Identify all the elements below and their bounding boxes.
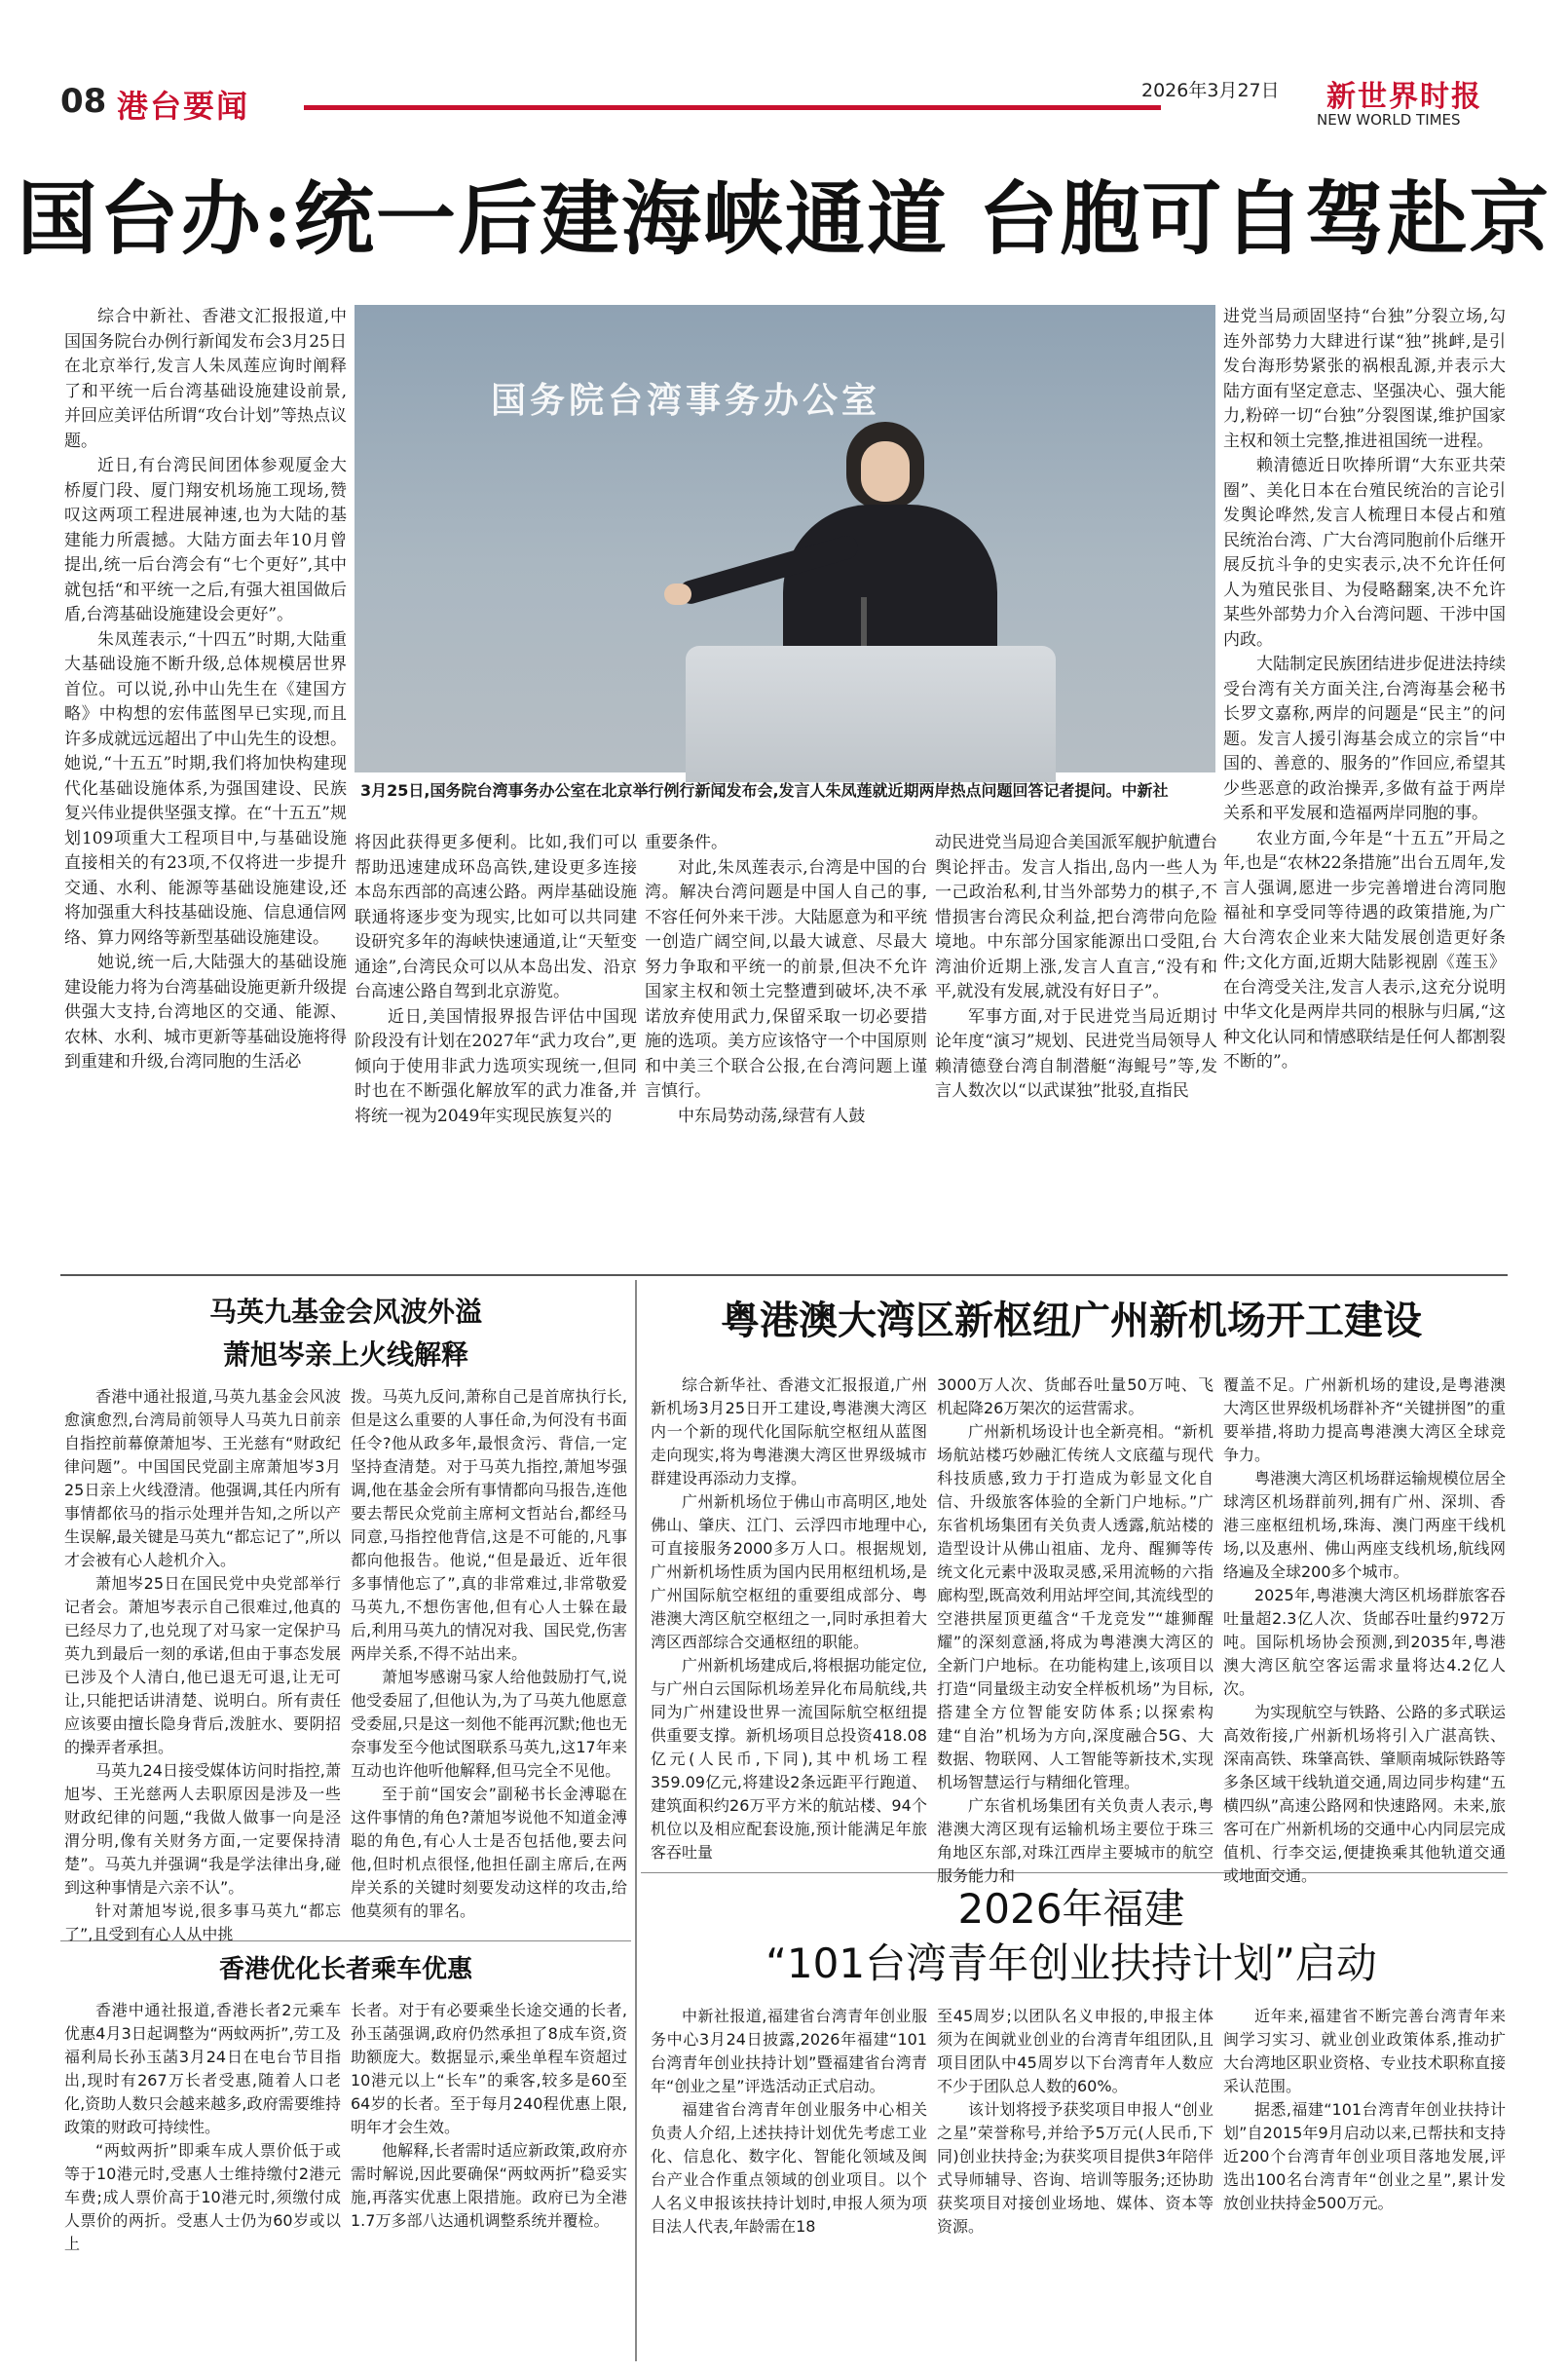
lead-column-1 — [64, 305, 347, 1072]
fujian-story-title — [643, 1882, 1500, 1991]
page-number: 08 — [60, 82, 107, 121]
paragraph: 香港中通社报道,马英九基金会风波愈演愈烈,台湾局前领导人马英九日前亲自指控前幕僚萧旭岑、王光慈有“财政纪律问题”。中国国民党副主席萧旭岑3月25日亲上火线澄清。他强调,其任内所有事情都依马的指示处理并告知,之所以产生误解,最关键是马英九“都忘记了”,所以才会被有心人趁机介入。 — [64, 1387, 341, 1569]
ma-column-2 — [351, 1385, 627, 1936]
elder-story-title: 香港优化长者乘车优惠 — [218, 1955, 472, 1984]
paragraph: “两蚊两折”即乘车成人票价低于或等于10港元时,受惠人士维持缴付2港元车费;成人票价高于10港元时,须缴付成人票价的两折。受惠人士仍为60岁或以上 — [64, 2141, 341, 2253]
paragraph: 拨。马英九反问,萧称自己是首席执行长,但是这么重要的人事任命,为何没有书面任令?他从政多年,最恨贪污、背信,一定坚持查清楚。对于马英九指控,萧旭岑强调,他在基金会所有事情都向马报告,连他要去帮民众党前主席柯文哲站台,都经马同意,马指控他背信,这是不可能的,凡事都向他报告。他说,“但是最近、近年很多事情他忘了”,真的非常难过,非常敬爱马英九,不想伤害他,但有心人士躲在最后,利用马英九的情况对我、国民党,伤害两岸关系,不得不站出来。 — [351, 1387, 627, 1663]
lead-column-2 — [355, 831, 637, 1143]
ma-column-1 — [64, 1385, 341, 1943]
gba-story-title: 粤港澳大湾区新枢纽广州新机场开工建设 — [721, 1299, 1422, 1343]
paragraph: 为实现航空与铁路、公路的多式联运高效衔接,广州新机场将引入广湛高铁、深南高铁、珠肇高铁、肇顺南城际铁路等多条区域干线轨道交通,周边同步构建“五横四纵”高速公路网和快速路网。未来,旅客可在广州新机场的交通中心内同层完成值机、行李交运,便捷换乘其他轨道交通或地面交通。 — [1223, 1703, 1506, 1885]
elder-column-2 — [351, 1999, 627, 2359]
paragraph: 香港中通社报道,香港长者2元乘车优惠4月3日起调整为“两蚊两折”,劳工及福利局长孙玉菡3月24日在电台节目指出,现时有267万长者受惠,随着人口老化,资助人数只会越来越多,政府需要维持政策的财政可持续性。 — [64, 2001, 341, 2136]
paragraph: 重要条件。 — [645, 833, 728, 852]
paragraph: 大陆制定民族团结进步促进法持续受台湾有关方面关注,台湾海基会秘书长罗文嘉称,两岸的问题是“民主”的问题。发言人援引海基会成立的宗旨“中国的、善意的、服务的”作回应,希望其少些恶意的政治操弄,多做有益于两岸关系和平发展和造福两岸同胞的事。 — [1223, 655, 1506, 823]
spokesperson-hand — [664, 584, 691, 605]
paragraph: 至于前“国安会”副秘书长金溥聪在这件事情的角色?萧旭岑说他不知道金溥聪的角色,有心人士是否包括他,要去问他,但时机点很怪,他担任副主席后,在两岸关系的关键时刻要发动这样的攻击,给他莫须有的罪名。 — [351, 1785, 627, 1920]
paragraph: 马英九24日接受媒体访问时指控,萧旭岑、王光慈两人去职原因是涉及一些财政纪律的问题,“我做人做事一向是泾渭分明,像有关财务方面,一定要保持清楚”。马英九并强调“我是学法律出身,碰到这种事情是六亲不认”。 — [64, 1761, 341, 1897]
paragraph: 该计划将授予获奖项目申报人“创业之星”荣誉称号,并给予5万元(人民币,下同)创业扶持金;为获奖项目提供3年陪伴式导师辅导、咨询、培训等服务;还协助获奖项目对接创业场地、媒体、资本等资源。 — [937, 2100, 1213, 2236]
issue-date: 2026年3月27日 — [1141, 80, 1280, 101]
paragraph: 长者。对于有必要乘坐长途交通的长者,孙玉菡强调,政府仍然承担了8成车资,资助额庞大。数据显示,乘坐单程车资超过10港元以上“长车”的乘客,较多是60至64岁的长者。至于每月240程优惠上限,明年才会生效。 — [351, 2001, 627, 2136]
fujian-story-title-line2: “101台湾青年创业扶持计划”启动 — [765, 1939, 1377, 1987]
paper-logo: 新世界时报 — [1326, 80, 1482, 114]
paragraph: 2025年,粤港澳大湾区机场群旅客吞吐量超2.3亿人次、货邮吞吐量约972万吨。国际机场协会预测,到2035年,粤港澳大湾区航空客运需求量将达4.2亿人次。 — [1223, 1586, 1506, 1698]
gba-column-3 — [1223, 1374, 1506, 1885]
paragraph: 军事方面,对于民进党当局近期讨论年度“演习”规划、民进党当局领导人赖清德登台湾自制潜艇“海鲲号”等,发言人数次以“以武谋独”批驳,直指民 — [935, 1006, 1217, 1101]
paragraph: 她说,统一后,大陆强大的基础设施建设能力将为台湾基础设施更新升级提供强大支持,台湾地区的交通、能源、农林、水利、城市更新等基础设施将得到重建和升级,台湾同胞的生活必 — [64, 953, 347, 1072]
column-divider — [635, 1280, 637, 2361]
paragraph: 针对萧旭岑说,很多事马英九“都忘了”,且受到有心人从中挑 — [64, 1901, 341, 1943]
paragraph: 萧旭岑25日在国民党中央党部举行记者会。萧旭岑表示自己很难过,他真的已经尽力了,也兑现了对马家一定保护马英九到最后一刻的承诺,但由于事态发展已涉及个人清白,他已退无可退,让无可让,只能把话讲清楚、说明白。所有责任应该要由擅长隐身背后,泼脏水、要阴招的操弄者承担。 — [64, 1574, 341, 1756]
paragraph: 萧旭岑感谢马家人给他鼓励打气,说他受委屈了,但他认为,为了马英九他愿意受委屈,只是这一刻他不能再沉默;他也无奈事发至今他试图联系马英九,这17年来互动也许他听他解释,但马完全不见他。 — [351, 1668, 627, 1780]
paragraph: 动民进党当局迎合美国派军舰护航遭台舆论抨击。发言人指出,岛内一些人为一己政治私利,甘当外部势力的棋子,不惜损害台湾民众利益,把台湾带向危险境地。中东部分国家能源出口受阻,台湾油价近期上涨,发言人直言,“没有和平,就没有发展,就没有好日子”。 — [935, 833, 1217, 1001]
paragraph: 赖清德近日吹捧所谓“大东亚共荣圈”、美化日本在台殖民统治的言论引发舆论哗然,发言人梳理日本侵占和殖民统治台湾、广大台湾同胞前仆后继开展反抗斗争的史实表示,决不允许任何人为殖民张目、为侵略翻案,决不允许某些外部势力介入台湾问题、干涉中国内政。 — [1223, 456, 1506, 650]
section-divider — [60, 1274, 1508, 1276]
lead-column-4 — [935, 831, 1217, 1143]
lead-column-5 — [1223, 305, 1506, 1143]
fujian-story-title-line1: 2026年福建 — [957, 1885, 1185, 1933]
podium — [686, 646, 1056, 782]
paragraph: 至45周岁;以团队名义申报的,申报主体须为在闽就业创业的台湾青年组团队,且项目团队中45周岁以下台湾青年人数应不少于团队总人数的60%。 — [937, 2007, 1213, 2095]
photo-caption: 3月25日,国务院台湾事务办公室在北京举行例行新闻发布会,发言人朱凤莲就近期两岸热点问题回答记者提问。中新社 — [360, 781, 1169, 800]
fujian-column-3 — [1223, 2005, 1506, 2360]
paragraph: 粤港澳大湾区机场群运输规模位居全球湾区机场群前列,拥有广州、深圳、香港三座枢纽机场,珠海、澳门两座干线机场,以及惠州、佛山两座支线机场,航线网络遍及全球200多个城市。 — [1223, 1469, 1506, 1581]
ma-story-title-line2: 萧旭岑亲上火线解释 — [222, 1338, 468, 1371]
paragraph: 近日,美国情报界报告评估中国现阶段没有计划在2027年“武力攻台”,更倾向于使用非武力选项实现统一,但同时也在不断强化解放军的武力准备,并将统一视为2049年实现民族复兴的 — [355, 1006, 637, 1126]
fujian-column-2 — [937, 2005, 1213, 2360]
paragraph: 对此,朱凤莲表示,台湾是中国的台湾。解决台湾问题是中国人自己的事,不容任何外来干涉。大陆愿意为和平统一创造广阔空间,以最大诚意、尽最大努力争取和平统一的前景,但决不允许国家主权和领土完整遭到破坏,决不承诺放弃使用武力,保留采取一切必要措施的选项。美方应该恪守一个中国原则和中美三个联合公报,在台湾问题上谨言慎行。 — [645, 857, 927, 1101]
paragraph: 福建省台湾青年创业服务中心相关负责人介绍,上述扶持计划优先考虑工业化、信息化、数字化、智能化领域及闽台产业合作重点领域的创业项目。以个人名义申报该扶持计划时,申报人须为项目法人代表,年龄需在18 — [651, 2100, 927, 2236]
paragraph: 综合中新社、香港文汇报报道,中国国务院台办例行新闻发布会3月25日在北京举行,发言人朱凤莲应询时阐释了和平统一后台湾基础设施建设前景,并回应美评估所谓“攻台计划”等热点议题。 — [64, 307, 347, 451]
ma-story-title-line1: 马英九基金会风波外溢 — [208, 1296, 482, 1328]
photo-banner-text: 国务院台湾事务办公室 — [491, 381, 881, 421]
paragraph: 朱凤莲表示,“十四五”时期,大陆重大基础设施不断升级,总体规模居世界首位。可以说,孙中山先生在《建国方略》中构想的宏伟蓝图早已实现,而且许多成就远远超出了中山先生的设想。她说,“十五五”时期,我们将加快构建现代化基础设施体系,为强国建设、民族复兴伟业提供坚强支撑。在“十五五”规划109项重大工程项目中,与基础设施直接相关的有23项,不仅将进一步提升交通、水利、能源等基础设施建设,还将加强重大科技基础设施、信息通信网络、算力网络等新型基础设施建设。 — [64, 629, 347, 948]
section-name: 港台要闻 — [117, 88, 250, 125]
paragraph: 他解释,长者需时适应新政策,政府亦需时解说,因此要确保“两蚊两折”稳妥实施,再落实优惠上限措施。政府已为全港1.7万多部八达通机调整系统并覆检。 — [351, 2141, 627, 2230]
header-rule — [304, 105, 1161, 110]
press-conference-photo — [355, 305, 1215, 772]
paragraph: 将因此获得更多便利。比如,我们可以帮助迅速建成环岛高铁,建设更多连接本岛东西部的高速公路。两岸基础设施联通将逐步变为现实,比如可以共同建设研究多年的海峡快速通道,让“天堑变通途”,台湾民众可以从本岛出发、沿京台高速公路自驾到北京游览。 — [355, 833, 637, 1001]
paragraph: 广州新机场建成后,将根据功能定位,与广州白云国际机场差异化布局航线,共同为广州建设世界一流国际航空枢纽提供重要支撑。新机场项目总投资418.08亿元(人民币,下同),其中机场工程359.09亿元,将建设2条远距平行跑道、建筑面积约26万平方米的航站楼、94个机位以及相应配套设施,预计能满足年旅客吞吐量 — [651, 1656, 927, 1862]
paragraph: 广州新机场设计也全新亮相。“新机场航站楼巧妙融汇传统人文底蕴与现代科技质感,致力于打造成为彰显文化自信、升级旅客体验的全新门户地标。”广东省机场集团有关负责人透露,航站楼的造型设计从佛山祖庙、龙舟、醒狮等传统文化元素中汲取灵感,采用流畅的六指廊构型,既高效利用站坪空间,其流线型的空港拱屋顶更蕴含“千龙竞发”“雄狮醒耀”的深刻意涵,将成为粤港澳大湾区的全新门户地标。在功能构建上,该项目以打造“同量级主动安全样板机场”为目标,搭建全方位智能安防体系;以探索构建“自治”机场为方向,深度融合5G、大数据、物联网、人工智能等新技术,实现机场智慧运行与精细化管理。 — [937, 1422, 1213, 1791]
lead-column-3 — [645, 831, 927, 1143]
masthead — [60, 72, 1492, 134]
gba-column-2 — [937, 1374, 1213, 1885]
paragraph: 近年来,福建省不断完善台湾青年来闽学习实习、就业创业政策体系,推动扩大台湾地区职业资格、专业技术职称直接采认范围。 — [1223, 2007, 1506, 2095]
paragraph: 覆盖不足。广州新机场的建设,是粤港澳大湾区世界级机场群补齐“关键拼图”的重要举措,将助力提高粤港澳大湾区全球竞争力。 — [1223, 1375, 1506, 1464]
lead-headline: 国台办:统一后建海峡通道 台胞可自驾赴京 — [17, 172, 1551, 266]
paragraph: 中东局势动荡,绿营有人鼓 — [678, 1106, 866, 1126]
paragraph: 中新社报道,福建省台湾青年创业服务中心3月24日披露,2026年福建“101台湾青年创业扶持计划”暨福建省台湾青年“创业之星”评选活动正式启动。 — [651, 2007, 927, 2095]
paragraph: 近日,有台湾民间团体参观厦金大桥厦门段、厦门翔安机场施工现场,赞叹这两项工程进展神速,也为大陆的基建能力所震撼。大陆方面去年10月曾提出,统一后台湾会有“七个更好”,其中就包括“和平统一之后,有强大祖国做后盾,台湾基础设施建设会更好”。 — [64, 456, 347, 624]
paper-logo-en: NEW WORLD TIMES — [1317, 111, 1461, 129]
gba-column-1 — [651, 1374, 927, 1865]
paragraph: 农业方面,今年是“十五五”开局之年,也是“农林22条措施”出台五周年,发言人强调,愿进一步完善增进台湾同胞福祉和享受同等待遇的政策措施,为广大台湾农企业来大陆发展创造更好条件;文化方面,近期大陆影视剧《莲玉》在台湾受关注,发言人表示,这充分说明中华文化是两岸共同的根脉与归属,“这种文化认同和情感联结是任何人都割裂不断的”。 — [1223, 828, 1506, 1072]
paragraph: 据悉,福建“101台湾青年创业扶持计划”自2015年9月启动以来,已帮扶和支持近200个台湾青年创业项目落地发展,评选出100名台湾青年“创业之星”,累计发放创业扶持金500万元。 — [1223, 2100, 1506, 2212]
paragraph: 3000万人次、货邮吞吐量50万吨、飞机起降26万架次的运营需求。 — [937, 1375, 1213, 1417]
paragraph: 进党当局顽固坚持“台独”分裂立场,勾连外部势力大肆进行谋“独”挑衅,是引发台海形势紧张的祸根乱源,并表示大陆方面有坚定意志、坚强决心、强大能力,粉碎一切“台独”分裂图谋,维护国家主权和领土完整,推进祖国统一进程。 — [1223, 307, 1506, 451]
elder-column-1 — [64, 1999, 341, 2359]
ma-story-title — [64, 1291, 627, 1376]
fujian-column-1 — [651, 2005, 927, 2360]
paragraph: 广州新机场位于佛山市高明区,地处佛山、肇庆、江门、云浮四市地理中心,可直接服务2000多万人口。根据规划,广州新机场性质为国内民用枢纽机场,是广州国际航空枢纽的重要组成部分、粤港澳大湾区航空枢纽之一,同时承担着大湾区西部综合交通枢纽的职能。 — [651, 1492, 927, 1651]
spokesperson-face — [861, 441, 910, 502]
paragraph: 综合新华社、香港文汇报报道,广州新机场3月25日开工建设,粤港澳大湾区内一个新的现代化国际航空枢纽从蓝图走向现实,将为粤港澳大湾区世界级城市群建设再添动力支撑。 — [651, 1375, 927, 1487]
paragraph: 广东省机场集团有关负责人表示,粤港澳大湾区现有运输机场主要位于珠三角地区东部,对珠江西岸主要城市的航空服务能力和 — [937, 1796, 1213, 1885]
